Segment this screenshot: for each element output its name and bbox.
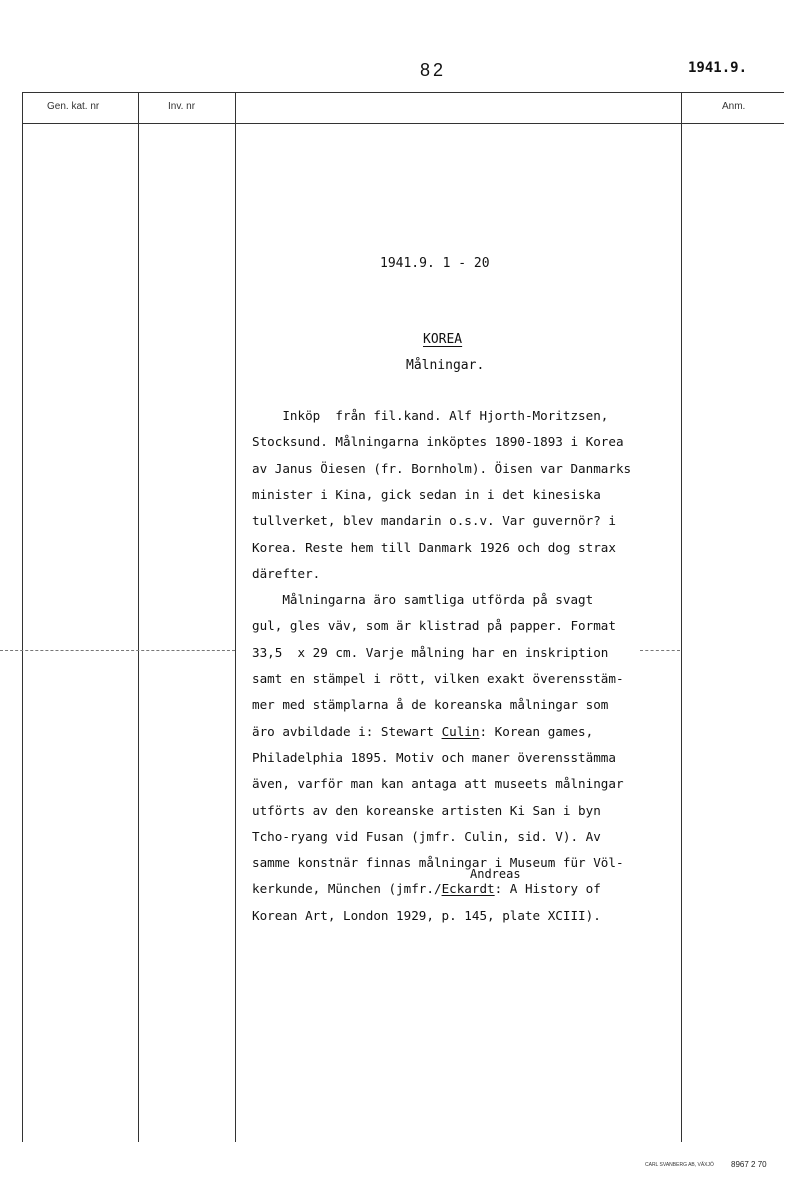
form-number: 8967 2 70 — [731, 1160, 767, 1169]
entry-line: samme konstnär finnas målningar i Museum für Völ- — [252, 855, 624, 871]
entry-line: äro avbildade i: Stewart Culin: Korean games, — [252, 723, 594, 739]
entry-line: kerkunde, München (jmfr./Eckardt: A History of — [252, 881, 601, 897]
page-number: 82 — [420, 60, 447, 80]
catalog-number: 1941.9. — [688, 60, 748, 76]
column-divider-left-edge — [22, 92, 23, 1142]
entry-line: Stocksund. Målningarna inköptes 1890-1893 i Korea — [252, 434, 624, 450]
printer-imprint: CARL SVANBERG AB, VÄXJÖ — [645, 1162, 714, 1168]
entry-line: mer med stämplarna å de koreanska målningar som — [252, 697, 609, 713]
entry-line: även, varför man kan antaga att museets målningar — [252, 776, 624, 792]
entry-line: utförts av den koreanske artisten Ki San i byn — [252, 802, 601, 818]
handwritten-insert: Andreas — [470, 867, 521, 881]
entry-line: Tcho-ryang vid Fusan (jmfr. Culin, sid. V). Av — [252, 828, 601, 844]
entry-line: därefter. — [252, 565, 321, 581]
column-header-gen-kat-nr: Gen. kat. nr — [47, 101, 100, 112]
entry-line: gul, gles väv, som är klistrad på papper. Format — [252, 618, 616, 634]
column-header-anm: Anm. — [722, 101, 746, 112]
entry-line: av Janus Öiesen (fr. Bornholm). Öisen var Danmarks — [252, 460, 632, 476]
entry-line: tullverket, blev mandarin o.s.v. Var guvernör? i — [252, 513, 616, 529]
entry-line: Målningarna äro samtliga utförda på svagt — [252, 592, 594, 608]
entry-line: Korean Art, London 1929, p. 145, plate XCIII). — [252, 907, 601, 923]
entry-line: 33,5 x 29 cm. Varje målning har en inskription — [252, 644, 609, 660]
catalog-range: 1941.9. 1 - 20 — [380, 256, 490, 271]
entry-line: minister i Kina, gick sedan in i det kinesiska — [252, 486, 601, 502]
column-divider-2 — [235, 92, 236, 1142]
region-title: KOREA — [423, 332, 463, 347]
fold-mark-left — [0, 650, 235, 651]
column-header-inv-nr: Inv. nr — [168, 101, 196, 112]
region-subtitle: Målningar. — [406, 358, 485, 373]
entry-line: Inköp från fil.kand. Alf Hjorth-Moritzsen, — [252, 408, 609, 423]
header-rule — [22, 123, 784, 124]
column-divider-1 — [138, 92, 139, 1142]
entry-line: Philadelphia 1895. Motiv och maner överensstämma — [252, 749, 616, 765]
column-divider-3 — [681, 92, 682, 1142]
entry-line: Korea. Reste hem till Danmark 1926 och dog strax — [252, 539, 616, 555]
entry-line: samt en stämpel i rött, vilken exakt överensstäm- — [252, 671, 624, 686]
fold-mark-right — [640, 650, 680, 651]
top-rule — [22, 92, 784, 93]
